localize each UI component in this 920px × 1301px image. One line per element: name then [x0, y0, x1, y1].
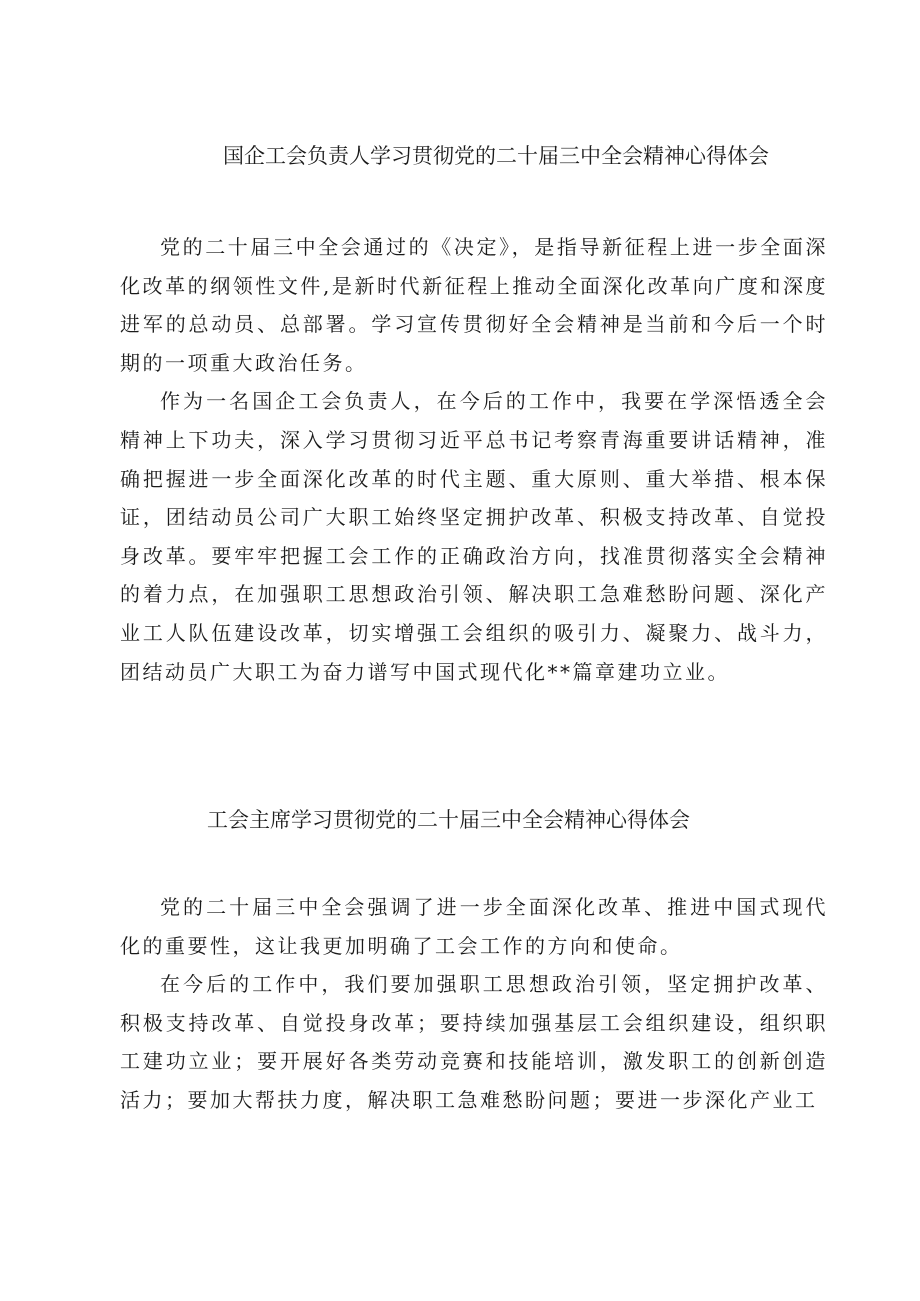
- article-1-paragraph-1: 党的二十届三中全会通过的《决定》，是指导新征程上进一步全面深化改革的纲领性文件,是新时代新征程上推动全面深化改革向广度和深度进军的总动员、总部署。学习宣传贯彻好全会精神是当前和今后一个时期的一项重大政治任务。: [120, 235, 828, 375]
- article-1-paragraph-2: 作为一名国企工会负责人，在今后的工作中，我要在学深悟透全会精神上下功夫，深入学习贯彻习近平总书记考察青海重要讲话精神，准确把握进一步全面深化改革的时代主题、重大原则、重大举措、根本保证，团结动员公司广大职工始终坚定拥护改革、积极支持改革、自觉投身改革。要牢牢把握工会工作的正确政治方向，找准贯彻落实全会精神的着力点，在加强职工思想政治引领、解决职工急难愁盼问题、深化产业工人队伍建设改革，切实增强工会组织的吸引力、凝聚力、战斗力，团结动员广大职工为奋力谱写中国式现代化**篇章建功立业。: [120, 389, 828, 684]
- article-2-title: 工会主席学习贯彻党的二十届三中全会精神心得体会: [207, 808, 690, 832]
- article-2-body: [120, 888, 828, 1120]
- article-2-paragraph-1: 党的二十届三中全会强调了进一步全面深化改革、推进中国式现代化的重要性，这让我更加明确了工会工作的方向和使命。: [120, 895, 828, 958]
- article-1-body: [120, 228, 828, 691]
- article-2-paragraph-2: 在今后的工作中，我们要加强职工思想政治引领，坚定拥护改革、积极支持改革、自觉投身改革；要持续加强基层工会组织建设，组织职工建功立业；要开展好各类劳动竞赛和技能培训，激发职工的创新创造活力；要加大帮扶力度，解决职工急难愁盼问题；要进一步深化产业工: [120, 972, 828, 1112]
- article-1-title: 国企工会负责人学习贯彻党的二十届三中全会精神心得体会: [223, 144, 769, 168]
